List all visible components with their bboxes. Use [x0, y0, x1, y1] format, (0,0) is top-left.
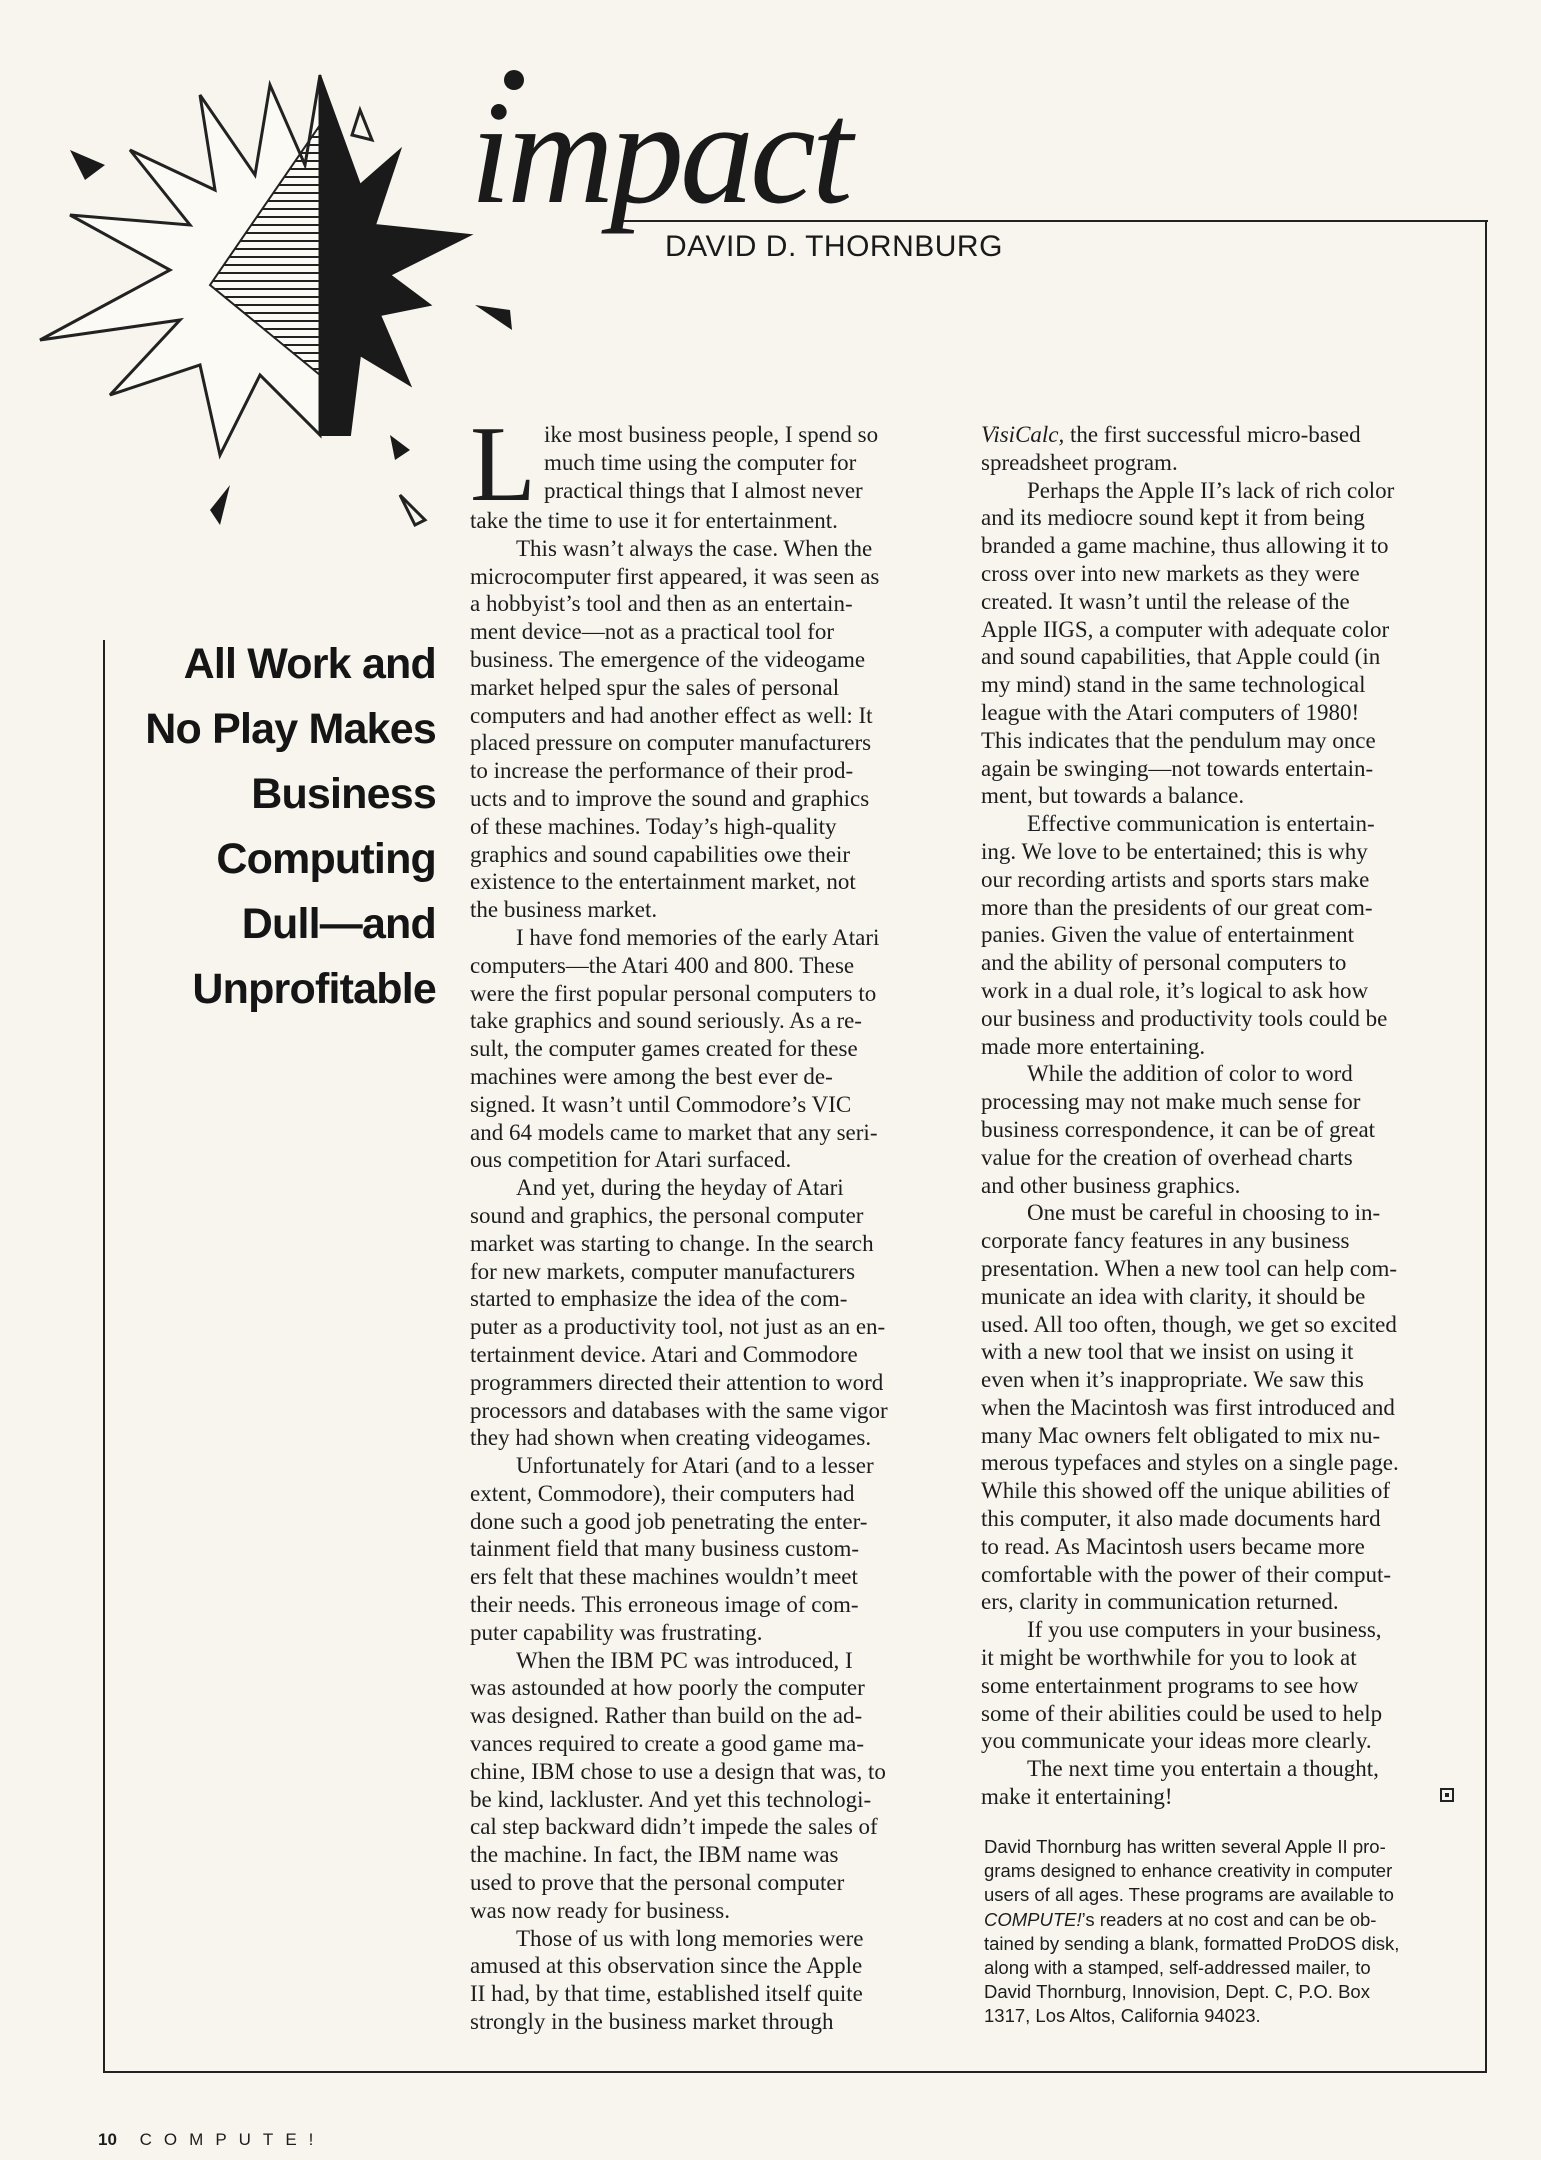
headline-line: All Work and: [183, 640, 436, 688]
text-line: Perhaps the Apple II’s lack of rich color: [1027, 477, 1395, 503]
text-line: Those of us with long memories were: [516, 1925, 864, 1951]
headline-line: Business: [251, 770, 436, 818]
text-line: While the addition of color to word: [1027, 1061, 1353, 1087]
text-line: much time using the computer for: [543, 449, 857, 475]
text-line: it might be worthwhile for you to look at: [981, 1645, 1357, 1671]
bio-line: David Thornburg, Innovision, Dept. C, P.O. Box: [984, 1981, 1370, 2003]
text-line: business. The emergence of the videogame: [470, 646, 866, 672]
bio-line: users of all ages. These programs are available to: [984, 1884, 1394, 1906]
shard-icon: [70, 150, 105, 180]
text-line: VisiCalc, the first successful micro-based: [981, 422, 1361, 447]
text-line: were the first popular personal computers to: [470, 980, 877, 1006]
text-line: they had shown when creating videogames.: [470, 1425, 872, 1451]
text-line: a hobbyist’s tool and then as an entertain-: [470, 591, 853, 617]
bio-line: 1317, Los Altos, California 94023.: [984, 2005, 1261, 2027]
bio-line: tained by sending a blank, formatted ProDOS disk,: [984, 1932, 1400, 1954]
text-line: amused at this observation since the Apple: [470, 1953, 863, 1979]
text-line: This wasn’t always the case. When the: [516, 535, 873, 561]
text-line: practical things that I almost never: [543, 477, 863, 503]
page-number: 10: [98, 2130, 117, 2149]
text-line: Unfortunately for Atari (and to a lesser: [516, 1453, 874, 1479]
text-line: While this showed off the unique abilities of: [981, 1478, 1391, 1504]
text-line: ing. We love to be entertained; this is why: [981, 838, 1368, 864]
text-line: again be swinging—not towards entertain-: [981, 755, 1374, 781]
end-of-article-icon: [1440, 1788, 1454, 1802]
text-line: make it entertaining!: [981, 1784, 1173, 1810]
text-line: municate an idea with clarity, it should be: [981, 1283, 1366, 1309]
author-byline: DAVID D. THORNBURG: [665, 230, 1003, 263]
text-line: was astounded at how poorly the computer: [470, 1675, 865, 1701]
text-line: was now ready for business.: [470, 1897, 730, 1923]
text-line: be kind, lackluster. And yet this technologi-: [470, 1786, 872, 1812]
text-line: of these machines. Today’s high-quality: [470, 813, 837, 839]
article-headline: [110, 632, 436, 1022]
text-line: Apple IIGS, a computer with adequate color: [981, 616, 1390, 642]
text-line: machines were among the best ever de-: [470, 1063, 833, 1089]
svg-text:impact: impact: [470, 71, 849, 235]
text-line: One must be careful in choosing to in-: [1027, 1200, 1381, 1226]
text-line: processing may not make much sense for: [981, 1089, 1361, 1115]
text-line: many Mac owners felt obligated to mix nu-: [981, 1422, 1381, 1448]
text-line: our recording artists and sports stars make: [981, 866, 1370, 892]
page-footer: [98, 2130, 325, 2150]
text-line: to read. As Macintosh users became more: [981, 1533, 1365, 1559]
text-line: and its mediocre sound kept it from being: [981, 505, 1365, 531]
author-bio: [984, 1835, 1464, 2029]
text-line: business correspondence, it can be of great: [981, 1116, 1376, 1142]
text-line: When the IBM PC was introduced, I: [516, 1647, 853, 1673]
text-line: started to emphasize the idea of the com-: [470, 1286, 848, 1312]
text-line: ment device—not as a practical tool for: [470, 619, 835, 645]
text-line: some of their abilities could be used to help: [981, 1700, 1383, 1726]
headline-line: Dull—and: [241, 900, 436, 948]
dropcap: L: [470, 405, 536, 524]
text-line: II had, by that time, established itself quite: [470, 1981, 863, 2007]
text-line: market helped spur the sales of personal: [470, 674, 840, 700]
headline-line: Computing: [216, 835, 436, 883]
text-line: work in a dual role, it’s logical to ask how: [981, 977, 1369, 1003]
text-line: vances required to create a good game ma-: [470, 1731, 864, 1757]
text-line: I have fond memories of the early Atari: [516, 924, 880, 950]
text-line: spreadsheet program.: [981, 449, 1178, 475]
bio-line: COMPUTE!’s readers at no cost and can be ob-: [984, 1908, 1377, 1930]
text-line: market was starting to change. In the search: [470, 1230, 874, 1256]
headline-line: No Play Makes: [145, 705, 436, 753]
left-rule: [103, 640, 105, 2073]
text-line: ucts and to improve the sound and graphics: [470, 785, 870, 811]
headline-line: Unprofitable: [192, 965, 436, 1013]
text-line: this computer, it also made documents hard: [981, 1506, 1381, 1532]
text-line: even when it’s inappropriate. We saw this: [981, 1367, 1364, 1393]
text-line: panies. Given the value of entertainment: [981, 922, 1354, 948]
text-line: made more entertaining.: [981, 1033, 1206, 1059]
text-line: and 64 models came to market that any seri-: [470, 1119, 878, 1145]
text-line: ers, clarity in communication returned.: [981, 1589, 1339, 1615]
text-line: with a new tool that we insist on using it: [981, 1339, 1354, 1365]
text-line: cal step backward didn’t impede the sales of: [470, 1814, 878, 1840]
text-line: and other business graphics.: [981, 1172, 1241, 1198]
text-line: was designed. Rather than build on the ad-: [470, 1703, 863, 1729]
text-line: league with the Atari computers of 1980!: [981, 699, 1360, 725]
text-line: If you use computers in your business,: [1027, 1617, 1382, 1643]
text-line: used. All too often, though, we get so excited: [981, 1311, 1397, 1337]
text-line: placed pressure on computer manufacturers: [470, 730, 872, 756]
text-line: The next time you entertain a thought,: [1027, 1756, 1379, 1782]
text-line: branded a game machine, thus allowing it to: [981, 533, 1389, 559]
text-line: cross over into new markets as they were: [981, 560, 1360, 586]
text-line: take the time to use it for entertainment.: [470, 508, 838, 533]
text-line: the business market.: [470, 897, 658, 923]
text-line: sult, the computer games created for these: [470, 1036, 858, 1062]
text-line: created. It wasn’t until the release of the: [981, 588, 1350, 614]
bio-line: grams designed to enhance creativity in computer: [984, 1860, 1393, 1882]
text-line: when the Macintosh was first introduced and: [981, 1394, 1395, 1420]
text-line: you communicate your ideas more clearly.: [981, 1728, 1372, 1754]
article-column-2: [981, 421, 1459, 1811]
text-line: And yet, during the heyday of Atari: [516, 1175, 844, 1201]
text-line: programmers directed their attention to word: [470, 1369, 884, 1395]
text-line: more than the presidents of our great com-: [981, 894, 1373, 920]
text-line: some entertainment programs to see how: [981, 1672, 1359, 1698]
text-line: value for the creation of overhead charts: [981, 1144, 1353, 1170]
bio-line: along with a stamped, self-addressed mailer, to: [984, 1957, 1371, 1979]
text-line: puter capability was frustrating.: [470, 1619, 763, 1645]
text-line: done such a good job penetrating the enter-: [470, 1508, 868, 1534]
text-line: ous competition for Atari surfaced.: [470, 1147, 792, 1173]
text-line: puter as a productivity tool, not just as an en-: [470, 1314, 886, 1340]
text-line: used to prove that the personal computer: [470, 1870, 845, 1896]
text-line: computers—the Atari 400 and 800. These: [470, 952, 855, 978]
text-line: corporate fancy features in any business: [981, 1228, 1350, 1254]
text-line: sound and graphics, the personal computer: [470, 1202, 864, 1228]
text-line: signed. It wasn’t until Commodore’s VIC: [470, 1091, 852, 1117]
text-line: to increase the performance of their prod-: [470, 758, 854, 784]
text-line: comfortable with the power of their comput-: [981, 1561, 1392, 1587]
text-line: tainment field that many business custom-: [470, 1536, 860, 1562]
text-line: microcomputer first appeared, it was seen as: [470, 563, 880, 589]
text-line: extent, Commodore), their computers had: [470, 1480, 855, 1506]
text-line: ers felt that these machines wouldn’t meet: [470, 1564, 858, 1590]
text-line: chine, IBM chose to use a design that was, to: [470, 1758, 886, 1784]
text-line: existence to the entertainment market, not: [470, 869, 856, 895]
article-column-1: [470, 405, 948, 2036]
text-line: ike most business people, I spend so: [543, 422, 879, 447]
text-line: ment, but towards a balance.: [981, 783, 1245, 809]
text-line: their needs. This erroneous image of com-: [470, 1592, 859, 1618]
text-line: for new markets, computer manufacturers: [470, 1258, 856, 1284]
text-line: merous typefaces and styles on a single page.: [981, 1450, 1399, 1476]
text-line: Effective communication is entertain-: [1027, 811, 1375, 837]
text-line: our business and productivity tools could be: [981, 1005, 1388, 1031]
text-line: and the ability of personal computers to: [981, 950, 1347, 976]
text-line: graphics and sound capabilities owe their: [470, 841, 851, 867]
text-line: tertainment device. Atari and Commodore: [470, 1341, 858, 1367]
text-line: processors and databases with the same vigor: [470, 1397, 888, 1423]
text-line: my mind) stand in the same technological: [981, 672, 1366, 698]
text-line: computers and had another effect as well: It: [470, 702, 873, 728]
bio-line: David Thornburg has written several Apple II pro-: [984, 1836, 1386, 1857]
text-line: the machine. In fact, the IBM name was: [470, 1842, 839, 1868]
text-line: This indicates that the pendulum may once: [981, 727, 1376, 753]
text-line: presentation. When a new tool can help com-: [981, 1255, 1397, 1281]
text-line: and sound capabilities, that Apple could (in: [981, 644, 1381, 670]
text-line: take graphics and sound seriously. As a re-: [470, 1008, 862, 1034]
text-line: strongly in the business market through: [470, 2009, 834, 2035]
magazine-name: COMPUTE!: [139, 2130, 326, 2149]
